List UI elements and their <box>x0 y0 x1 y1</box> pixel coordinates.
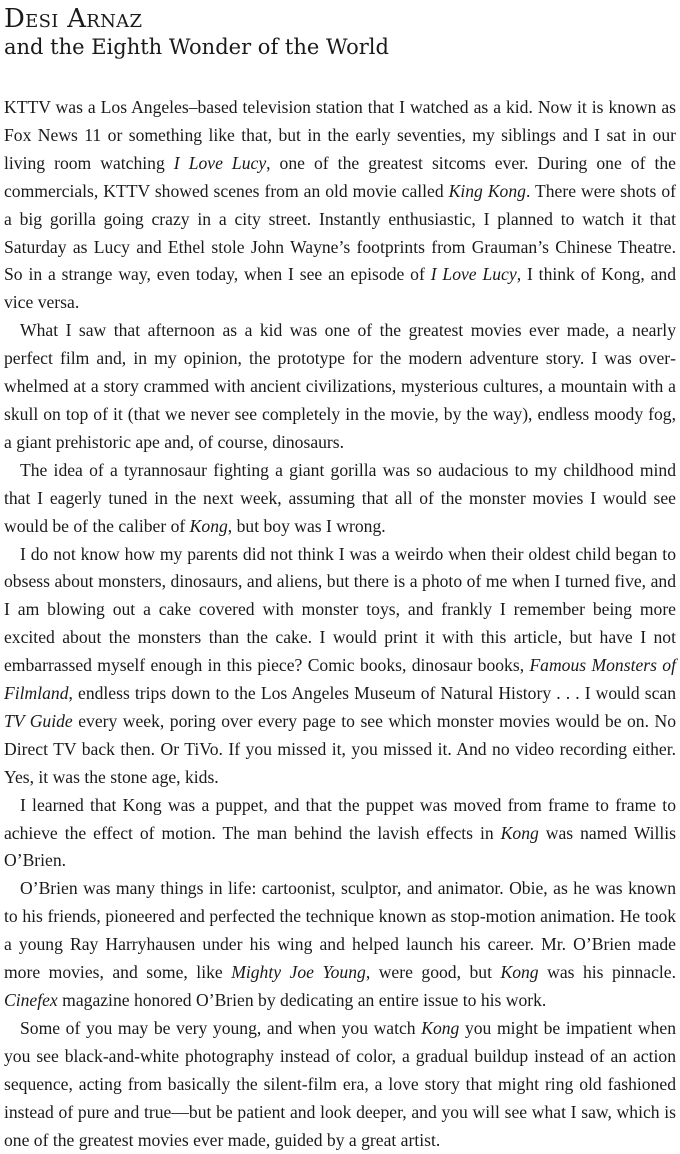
paragraph: The idea of a tyrannosaur fighting a giant gorilla was so audacious to my childhood mind that I eagerly tuned in the next week, assuming that all of the monster movies I would see would be of the caliber of Kong, but boy was I wrong. <box>4 459 676 536</box>
chapter-title: Desi Arnaz <box>4 4 143 34</box>
italic-title: I Love Lucy <box>173 152 267 173</box>
italic-title: Cinefex <box>4 990 58 1010</box>
italic-title: Kong <box>421 1017 460 1038</box>
italic-title: Famous Monsters of Filmland <box>4 655 676 704</box>
paragraph: I learned that Kong was a puppet, and that the puppet was moved from frame to frame to achieve the effect of motion. The man behind the lavish effects in Kong was named Willis O’Brien. <box>4 794 676 871</box>
body-text <box>4 94 676 1154</box>
paragraph: I do not know how my parents did not think I was a weirdo when their oldest child began to obsess about monsters, dinosaurs, and aliens, but there is a photo of me when I turned five, and I am blowing out a cake covered with monster toys, and frankly I remember being more excited about the monsters than the cake. I would print it with this article, but have I not embarrassed myself enough in this piece? Comic books, dinosaur books, Famous Monsters of Filmland, endless trips down to the Los Angeles Museum of Natural History . . . I would scan TV Guide every week, poring over every page to see which monster movies would be on. No Direct TV back then. Or TiVo. If you missed it, you missed it. And no video recording either. Yes, it was the stone age, kids. <box>4 543 677 787</box>
italic-title: TV Guide <box>4 710 73 731</box>
paragraph: What I saw that afternoon as a kid was one of the greatest movies ever made, a nearly perfect film and, in my opinion, the prototype for the modern adventure story. I was overwhelmed at a story crammed with ancient civilizations, mysterious cultures, a mountain with a skull on top of it (that we never see completely in the movie, by the way), endless moody fog, a giant prehistoric ape and, of course, dinosaurs. <box>4 320 676 452</box>
chapter-subtitle: and the Eighth Wonder of the World <box>4 35 389 59</box>
italic-title: I Love Lucy <box>430 264 517 285</box>
italic-title: Kong <box>500 962 539 983</box>
paragraph: Some of you may be very young, and when you watch Kong you might be impatient when you see black-and-white photography instead of color, a gradual buildup instead of an action sequence, acting from basically the silent-film era, a love story that might ring old fashioned instead of pure and true—but be patient and look deeper, and you will see what I saw, which is one of the greatest movies ever made, guided by a great artist. <box>4 1017 676 1150</box>
italic-title: Kong <box>500 822 539 843</box>
italic-title: King Kong <box>448 180 526 201</box>
italic-title: Mighty Joe Young <box>231 962 366 983</box>
italic-title: Kong <box>189 515 228 536</box>
paragraph: O’Brien was many things in life: cartoonist, sculptor, and animator. Obie, as he was known to his friends, pioneered and perfected the technique known as stop-motion animation. He took a young Ray Harryhausen under his wing and helped launch his career. Mr. O’Brien made more movies, and some, like Mighty Joe Young, were good, but Kong was his pinnacle. Cinefex magazine honored O’Brien by dedicating an entire issue to his work. <box>4 878 676 1010</box>
paragraph: KTTV was a Los Angeles–based television station that I watched as a kid. Now it is known as Fox News 11 or something like that, but in the early seventies, my siblings and I sat in our living room watching I Love Lucy, one of the greatest sitcoms ever. During one of the commercials, KTTV showed scenes from an old movie called King Kong. There were shots of a big gorilla going crazy in a city street. Instantly enthusiastic, I planned to watch it that Saturday as Lucy and Ethel stole John Wayne’s footprints from Grauman’s Chinese Theatre. So in a strange way, even today, when I see an episode of I Love Lucy, I think of Kong, and vice versa. <box>4 97 676 313</box>
